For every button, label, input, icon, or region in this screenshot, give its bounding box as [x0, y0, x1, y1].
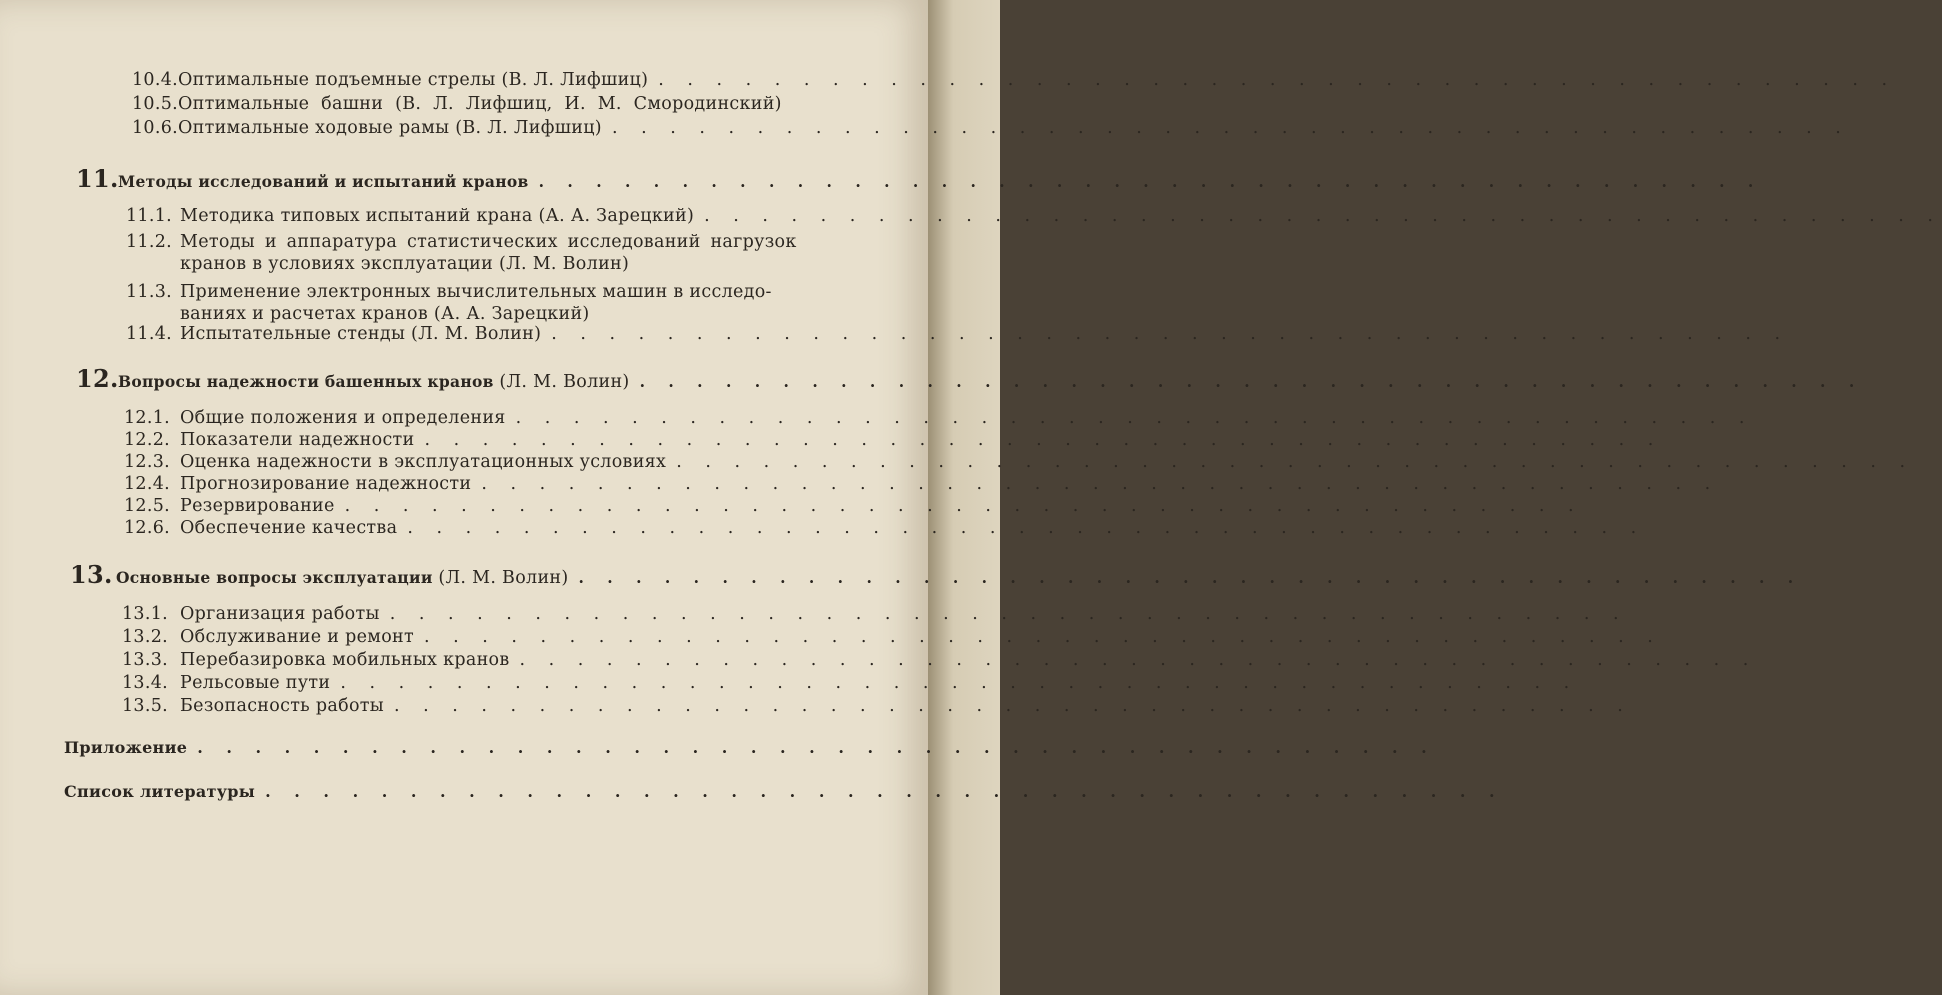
- entry-title: Оценка надежности в эксплуатационных условиях . . . . . . . . . . . . . . . . . . . . . . . . . . . . . . . . . . . . . . . . . . .: [180, 452, 1915, 472]
- entry-number: 13.4.: [122, 673, 169, 693]
- entry-title: Оптимальные башни (В. Л. Лифшиц, И. М. Смородинский): [178, 94, 782, 114]
- entry-number: 12.6.: [124, 518, 171, 538]
- entry-number: 10.5.: [132, 94, 179, 114]
- appendix-title: Приложение . . . . . . . . . . . . . . . . . . . . . . . . . . . . . . . . . . . . . . . . . . .: [64, 738, 1436, 757]
- entry-title: Организация работы . . . . . . . . . . . . . . . . . . . . . . . . . . . . . . . . . . . . . . . . . . .: [180, 604, 1628, 624]
- chapter-title: Основные вопросы эксплуатации (Л. М. Волин) . . . . . . . . . . . . . . . . . . . . . . . . . . . . . . . . . . . . . . . . . . .: [116, 568, 1803, 588]
- entry-number: 12.4.: [124, 474, 171, 494]
- chapter-number: 12.: [76, 364, 119, 393]
- entry-title: Прогнозирование надежности . . . . . . . . . . . . . . . . . . . . . . . . . . . . . . . . . . . . . . . . . . .: [180, 474, 1720, 494]
- entry-title: Перебазировка мобильных кранов . . . . . . . . . . . . . . . . . . . . . . . . . . . . . . . . . . . . . . . . . . .: [180, 650, 1758, 670]
- entry-title: Оптимальные ходовые рамы (В. Л. Лифшиц) . . . . . . . . . . . . . . . . . . . . . . . . . . . . . . . . . . . . . . . . . . .: [178, 118, 1850, 138]
- entry-title: Оптимальные подъемные стрелы (В. Л. Лифшиц) . . . . . . . . . . . . . . . . . . . . . . . . . . . . . . . . . . . . . . . . . . .: [178, 70, 1897, 90]
- entry-number: 12.5.: [124, 496, 171, 516]
- entry-title-line1: Методы и аппаратура статистических исследований нагрузок: [180, 232, 797, 252]
- entry-title: Безопасность работы . . . . . . . . . . . . . . . . . . . . . . . . . . . . . . . . . . . . . . . . . . .: [180, 696, 1632, 716]
- entry-title: Обслуживание и ремонт . . . . . . . . . . . . . . . . . . . . . . . . . . . . . . . . . . . . . . . . . . .: [180, 627, 1662, 647]
- entry-number: 12.1.: [124, 408, 171, 428]
- entry-number: 11.2.: [126, 232, 173, 252]
- entry-title: Рельсовые пути . . . . . . . . . . . . . . . . . . . . . . . . . . . . . . . . . . . . . . . . . . .: [180, 673, 1579, 693]
- entry-title: Резервирование . . . . . . . . . . . . . . . . . . . . . . . . . . . . . . . . . . . . . . . . . . .: [180, 496, 1583, 516]
- references-title: Список литературы . . . . . . . . . . . . . . . . . . . . . . . . . . . . . . . . . . . . . . . . . . .: [64, 782, 1504, 801]
- entry-number: 12.3.: [124, 452, 171, 472]
- entry-number: 12.2.: [124, 430, 171, 450]
- chapter-title: Вопросы надежности башенных кранов (Л. М. Волин) . . . . . . . . . . . . . . . . . . . . . . . . . . . . . . . . . . . . . . . . . . .: [118, 372, 1864, 392]
- entry-number: 11.1.: [126, 206, 173, 226]
- entry-title: Методика типовых испытаний крана (А. А. Зарецкий) . . . . . . . . . . . . . . . . . . . . . . . . . . . . . . . . . . . . . . . . . . .: [180, 206, 1942, 226]
- entry-number: 13.2.: [122, 627, 169, 647]
- entry-title-line2: кранов в условиях эксплуатации (Л. М. Волин): [180, 254, 630, 274]
- entry-number: 11.3.: [126, 282, 173, 302]
- entry-title-line2: ваниях и расчетах кранов (А. А. Зарецкий): [180, 304, 590, 324]
- chapter-title: Методы исследований и испытаний кранов . . . . . . . . . . . . . . . . . . . . . . . . . . . . . . . . . . . . . . . . . . .: [118, 172, 1763, 191]
- entry-number: 13.3.: [122, 650, 169, 670]
- entry-title: Общие положения и определения . . . . . . . . . . . . . . . . . . . . . . . . . . . . . . . . . . . . . . . . . . .: [180, 408, 1754, 428]
- entry-number: 13.5.: [122, 696, 169, 716]
- entry-number: 11.4.: [126, 324, 173, 344]
- entry-title: Показатели надежности . . . . . . . . . . . . . . . . . . . . . . . . . . . . . . . . . . . . . . . . . . .: [180, 430, 1663, 450]
- entry-number: 13.1.: [122, 604, 169, 624]
- chapter-number: 13.: [70, 560, 113, 589]
- chapter-number: 11.: [76, 164, 119, 193]
- entry-number: 10.6.: [132, 118, 179, 138]
- entry-number: 10.4.: [132, 70, 179, 90]
- entry-title: Обеспечение качества . . . . . . . . . . . . . . . . . . . . . . . . . . . . . . . . . . . . . . . . . . .: [180, 518, 1646, 538]
- entry-title: Испытательные стенды (Л. М. Волин) . . . . . . . . . . . . . . . . . . . . . . . . . . . . . . . . . . . . . . . . . . .: [180, 324, 1790, 344]
- entry-title-line1: Применение электронных вычислительных машин в исследо-: [180, 282, 772, 302]
